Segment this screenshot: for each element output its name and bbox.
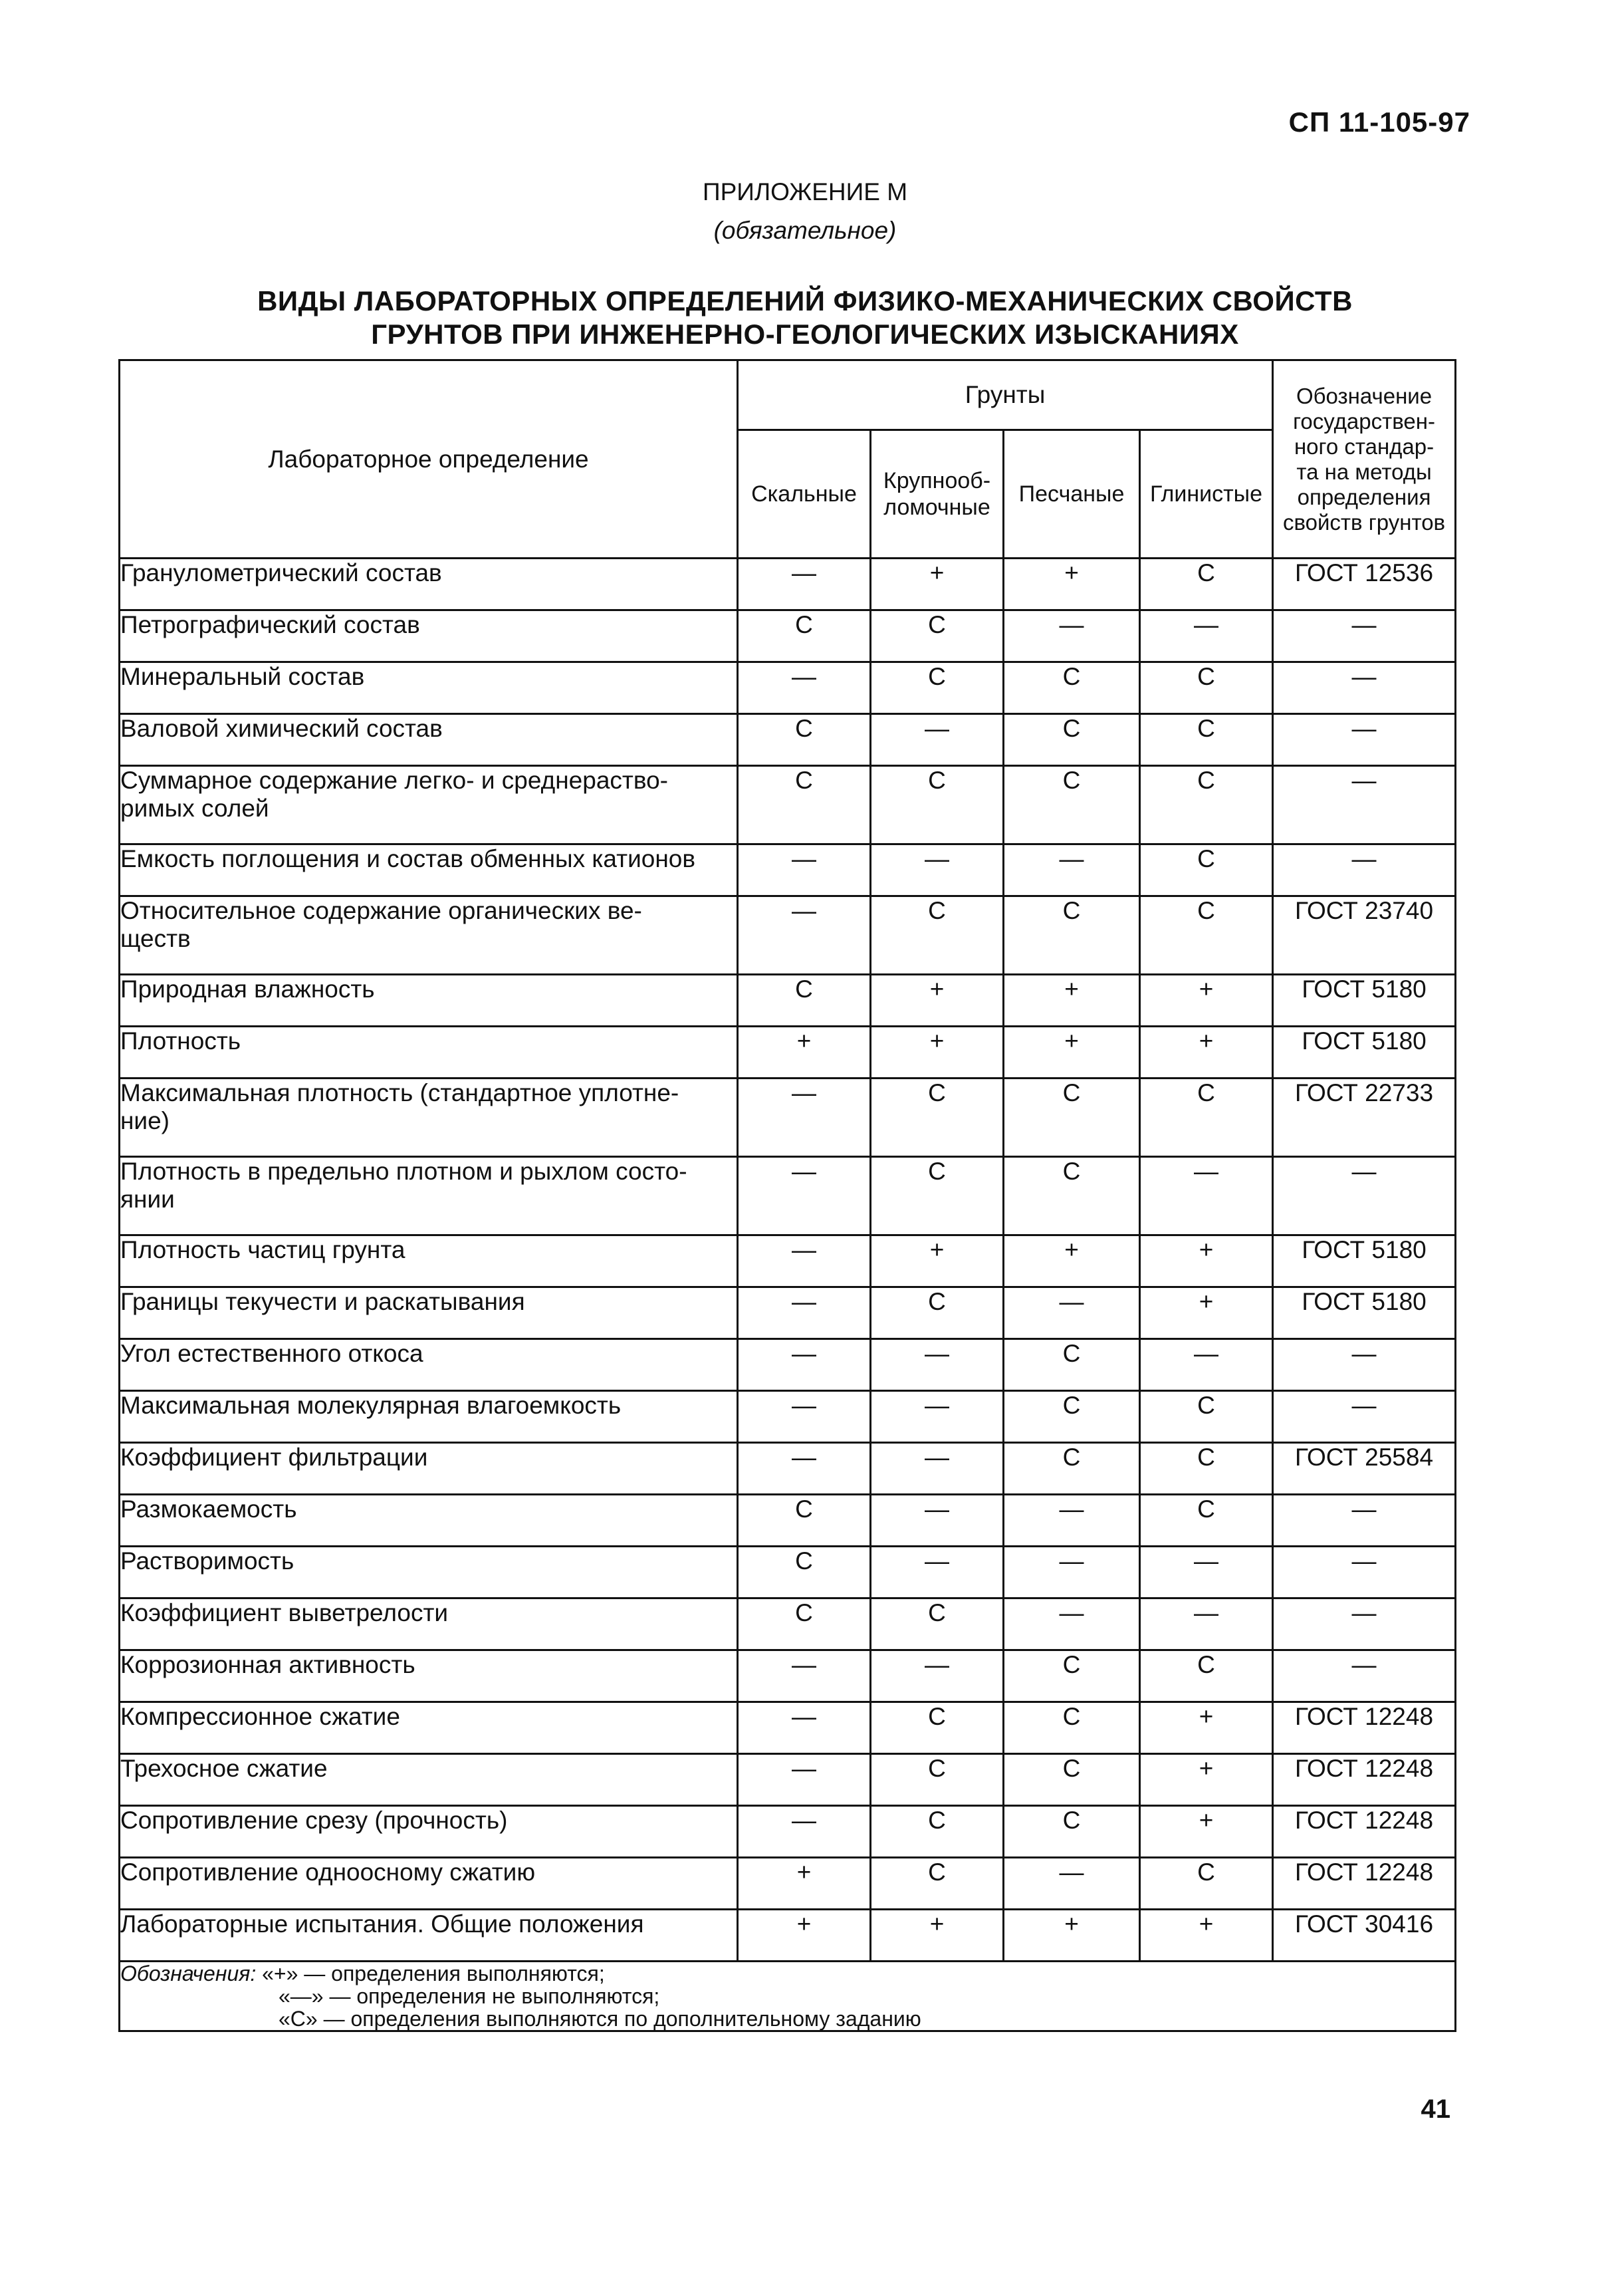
cell-gost: — <box>1273 1650 1456 1702</box>
page-title <box>0 285 1610 351</box>
row-determination: Сопротивление одноосному сжатию <box>120 1858 738 1910</box>
row-determination: Плотность <box>120 1027 738 1079</box>
cell-sandy: + <box>1004 1027 1140 1079</box>
row-determination: Размокаемость <box>120 1495 738 1547</box>
cell-coarse: С <box>871 896 1004 975</box>
table-row <box>120 1806 1456 1858</box>
cell-clayey: С <box>1140 766 1273 844</box>
cell-rocky: — <box>738 844 871 896</box>
header-rocky: Скальные <box>738 430 871 559</box>
table-row <box>120 1157 1456 1235</box>
row-determination: Плотность частиц грунта <box>120 1235 738 1287</box>
table-row <box>120 559 1456 610</box>
cell-coarse: С <box>871 1079 1004 1157</box>
cell-sandy: — <box>1004 844 1140 896</box>
cell-gost: — <box>1273 1598 1456 1650</box>
row-determination: Емкость поглощения и состав обменных катионов <box>120 844 738 896</box>
legend-c: «С» — определения выполняются по дополнительному заданию <box>279 2007 921 2031</box>
legend-line-plus <box>120 1962 1454 1985</box>
row-determination: Природная влажность <box>120 975 738 1027</box>
cell-gost: — <box>1273 1339 1456 1391</box>
row-determination: Лабораторные испытания. Общие положения <box>120 1910 738 1962</box>
cell-rocky: С <box>738 1547 871 1598</box>
cell-coarse: — <box>871 1495 1004 1547</box>
cell-rocky: — <box>738 1287 871 1339</box>
cell-gost: ГОСТ 12248 <box>1273 1806 1456 1858</box>
cell-gost: ГОСТ 5180 <box>1273 1027 1456 1079</box>
cell-coarse: С <box>871 662 1004 714</box>
cell-gost: ГОСТ 5180 <box>1273 1287 1456 1339</box>
cell-rocky: + <box>738 1910 871 1962</box>
cell-rocky: — <box>738 1391 871 1443</box>
cell-rocky: — <box>738 1157 871 1235</box>
row-determination: Минеральный состав <box>120 662 738 714</box>
cell-coarse: — <box>871 1443 1004 1495</box>
table-row <box>120 1598 1456 1650</box>
header-soils: Грунты <box>738 360 1273 430</box>
cell-clayey: С <box>1140 1650 1273 1702</box>
row-determination: Суммарное содержание легко- и среднераство- римых солей <box>120 766 738 844</box>
cell-gost: — <box>1273 1547 1456 1598</box>
page-number: 41 <box>1421 2095 1450 2124</box>
cell-rocky: — <box>738 1079 871 1157</box>
cell-coarse: + <box>871 1235 1004 1287</box>
header-lab-determination: Лабораторное определение <box>120 360 738 559</box>
cell-sandy: + <box>1004 975 1140 1027</box>
appendix-label: ПРИЛОЖЕНИЕ М <box>702 178 908 205</box>
cell-coarse: — <box>871 1547 1004 1598</box>
cell-sandy: — <box>1004 1598 1140 1650</box>
cell-rocky: С <box>738 1598 871 1650</box>
cell-rocky: — <box>738 1754 871 1806</box>
cell-sandy: + <box>1004 1910 1140 1962</box>
row-determination: Плотность в предельно плотном и рыхлом состо- янии <box>120 1157 738 1235</box>
appendix-note: (обязательное) <box>713 217 897 244</box>
cell-gost: — <box>1273 1495 1456 1547</box>
row-determination: Максимальная плотность (стандартное уплотне- ние) <box>120 1079 738 1157</box>
cell-clayey: + <box>1140 1027 1273 1079</box>
table-row <box>120 766 1456 844</box>
cell-gost: — <box>1273 844 1456 896</box>
cell-coarse: С <box>871 1287 1004 1339</box>
row-determination: Максимальная молекулярная влагоемкость <box>120 1391 738 1443</box>
cell-clayey: — <box>1140 1157 1273 1235</box>
cell-gost: — <box>1273 714 1456 766</box>
table-row <box>120 662 1456 714</box>
cell-sandy: С <box>1004 1702 1140 1754</box>
cell-clayey: — <box>1140 1547 1273 1598</box>
header-coarse: Крупнооб- ломочные <box>871 430 1004 559</box>
cell-coarse: — <box>871 1391 1004 1443</box>
cell-sandy: С <box>1004 766 1140 844</box>
cell-sandy: С <box>1004 662 1140 714</box>
legend <box>120 1962 1456 2031</box>
title-line-1: ВИДЫ ЛАБОРАТОРНЫХ ОПРЕДЕЛЕНИЙ ФИЗИКО-МЕХАНИЧЕСКИХ СВОЙСТВ <box>257 285 1353 317</box>
cell-sandy: С <box>1004 1650 1140 1702</box>
document-code: СП 11-105-97 <box>1288 106 1470 138</box>
table-row <box>120 1754 1456 1806</box>
table-row <box>120 1391 1456 1443</box>
table-row <box>120 844 1456 896</box>
cell-clayey: — <box>1140 1598 1273 1650</box>
cell-clayey: + <box>1140 1806 1273 1858</box>
row-determination: Валовой химический состав <box>120 714 738 766</box>
cell-gost: ГОСТ 25584 <box>1273 1443 1456 1495</box>
cell-sandy: С <box>1004 896 1140 975</box>
cell-rocky: — <box>738 1443 871 1495</box>
cell-clayey: С <box>1140 714 1273 766</box>
table-row <box>120 1287 1456 1339</box>
cell-gost: ГОСТ 22733 <box>1273 1079 1456 1157</box>
row-determination: Компрессионное сжатие <box>120 1702 738 1754</box>
header-sandy: Песчаные <box>1004 430 1140 559</box>
row-determination: Петрографический состав <box>120 610 738 662</box>
cell-rocky: — <box>738 1806 871 1858</box>
cell-sandy: + <box>1004 1235 1140 1287</box>
table-row <box>120 1027 1456 1079</box>
cell-coarse: С <box>871 1754 1004 1806</box>
cell-clayey: + <box>1140 1702 1273 1754</box>
row-determination: Коррозионная активность <box>120 1650 738 1702</box>
cell-clayey: + <box>1140 1910 1273 1962</box>
cell-rocky: С <box>738 766 871 844</box>
cell-clayey: — <box>1140 1339 1273 1391</box>
cell-coarse: С <box>871 1702 1004 1754</box>
table-row <box>120 896 1456 975</box>
cell-gost: ГОСТ 12248 <box>1273 1754 1456 1806</box>
cell-sandy: С <box>1004 1339 1140 1391</box>
cell-clayey: + <box>1140 975 1273 1027</box>
row-determination: Коэффициент выветрелости <box>120 1598 738 1650</box>
cell-gost: — <box>1273 1391 1456 1443</box>
title-line-2: ГРУНТОВ ПРИ ИНЖЕНЕРНО-ГЕОЛОГИЧЕСКИХ ИЗЫСКАНИЯХ <box>371 319 1239 350</box>
cell-clayey: С <box>1140 1079 1273 1157</box>
cell-coarse: + <box>871 1027 1004 1079</box>
cell-coarse: С <box>871 1858 1004 1910</box>
cell-sandy: С <box>1004 1754 1140 1806</box>
header-clayey: Глинистые <box>1140 430 1273 559</box>
cell-gost: — <box>1273 662 1456 714</box>
cell-clayey: С <box>1140 1391 1273 1443</box>
cell-rocky: — <box>738 1650 871 1702</box>
cell-gost: ГОСТ 5180 <box>1273 975 1456 1027</box>
cell-clayey: + <box>1140 1287 1273 1339</box>
cell-clayey: С <box>1140 1495 1273 1547</box>
table-row <box>120 714 1456 766</box>
table-row <box>120 1443 1456 1495</box>
cell-coarse: С <box>871 610 1004 662</box>
cell-coarse: + <box>871 1910 1004 1962</box>
cell-clayey: — <box>1140 610 1273 662</box>
cell-gost: ГОСТ 12248 <box>1273 1702 1456 1754</box>
cell-clayey: С <box>1140 844 1273 896</box>
cell-gost: ГОСТ 23740 <box>1273 896 1456 975</box>
cell-rocky: — <box>738 662 871 714</box>
table-row <box>120 1495 1456 1547</box>
cell-sandy: — <box>1004 1858 1140 1910</box>
cell-clayey: С <box>1140 896 1273 975</box>
cell-rocky: С <box>738 714 871 766</box>
table-row <box>120 610 1456 662</box>
cell-rocky: + <box>738 1858 871 1910</box>
cell-sandy: С <box>1004 1806 1140 1858</box>
row-determination: Границы текучести и раскатывания <box>120 1287 738 1339</box>
row-determination: Трехосное сжатие <box>120 1754 738 1806</box>
cell-rocky: — <box>738 1235 871 1287</box>
row-determination: Гранулометрический состав <box>120 559 738 610</box>
table-row <box>120 1339 1456 1391</box>
cell-clayey: + <box>1140 1235 1273 1287</box>
cell-coarse: — <box>871 714 1004 766</box>
row-determination: Растворимость <box>120 1547 738 1598</box>
cell-coarse: С <box>871 1806 1004 1858</box>
table-row <box>120 1079 1456 1157</box>
cell-gost: ГОСТ 5180 <box>1273 1235 1456 1287</box>
cell-gost: ГОСТ 12248 <box>1273 1858 1456 1910</box>
cell-clayey: + <box>1140 1754 1273 1806</box>
header-gost: Обозначение государствен- ного стандар- та на методы определения свойств грунтов <box>1273 360 1456 559</box>
table-row <box>120 1547 1456 1598</box>
cell-rocky: С <box>738 1495 871 1547</box>
cell-sandy: — <box>1004 1495 1140 1547</box>
cell-coarse: — <box>871 1650 1004 1702</box>
cell-rocky: С <box>738 975 871 1027</box>
cell-sandy: С <box>1004 1079 1140 1157</box>
row-determination: Относительное содержание органических ве- ществ <box>120 896 738 975</box>
cell-rocky: — <box>738 1702 871 1754</box>
cell-sandy: — <box>1004 1287 1140 1339</box>
cell-gost: ГОСТ 12536 <box>1273 559 1456 610</box>
cell-sandy: С <box>1004 1443 1140 1495</box>
cell-coarse: + <box>871 975 1004 1027</box>
table-body <box>120 559 1456 1962</box>
legend-lead: Обозначения: <box>120 1962 257 1985</box>
determinations-table <box>118 359 1456 2032</box>
cell-sandy: С <box>1004 714 1140 766</box>
cell-clayey: С <box>1140 1858 1273 1910</box>
legend-plus: «+» — определения выполняются; <box>262 1962 605 1985</box>
legend-dash: «—» — определения не выполняются; <box>279 1984 660 2008</box>
cell-coarse: — <box>871 1339 1004 1391</box>
cell-gost: — <box>1273 610 1456 662</box>
cell-sandy: С <box>1004 1157 1140 1235</box>
cell-coarse: С <box>871 1598 1004 1650</box>
cell-gost: ГОСТ 30416 <box>1273 1910 1456 1962</box>
cell-gost: — <box>1273 766 1456 844</box>
table-row <box>120 1650 1456 1702</box>
cell-rocky: — <box>738 559 871 610</box>
cell-rocky: С <box>738 610 871 662</box>
table-row <box>120 1702 1456 1754</box>
table-row <box>120 1910 1456 1962</box>
table-row <box>120 975 1456 1027</box>
cell-sandy: — <box>1004 610 1140 662</box>
cell-rocky: — <box>738 1339 871 1391</box>
cell-sandy: + <box>1004 559 1140 610</box>
cell-sandy: — <box>1004 1547 1140 1598</box>
cell-sandy: С <box>1004 1391 1140 1443</box>
row-determination: Сопротивление срезу (прочность) <box>120 1806 738 1858</box>
cell-rocky: + <box>738 1027 871 1079</box>
cell-gost: — <box>1273 1157 1456 1235</box>
cell-clayey: С <box>1140 559 1273 610</box>
row-determination: Угол естественного откоса <box>120 1339 738 1391</box>
cell-coarse: С <box>871 766 1004 844</box>
cell-coarse: — <box>871 844 1004 896</box>
cell-coarse: + <box>871 559 1004 610</box>
cell-clayey: С <box>1140 662 1273 714</box>
cell-clayey: С <box>1140 1443 1273 1495</box>
cell-rocky: — <box>738 896 871 975</box>
table-row <box>120 1235 1456 1287</box>
row-determination: Коэффициент фильтрации <box>120 1443 738 1495</box>
table-row <box>120 1858 1456 1910</box>
cell-coarse: С <box>871 1157 1004 1235</box>
